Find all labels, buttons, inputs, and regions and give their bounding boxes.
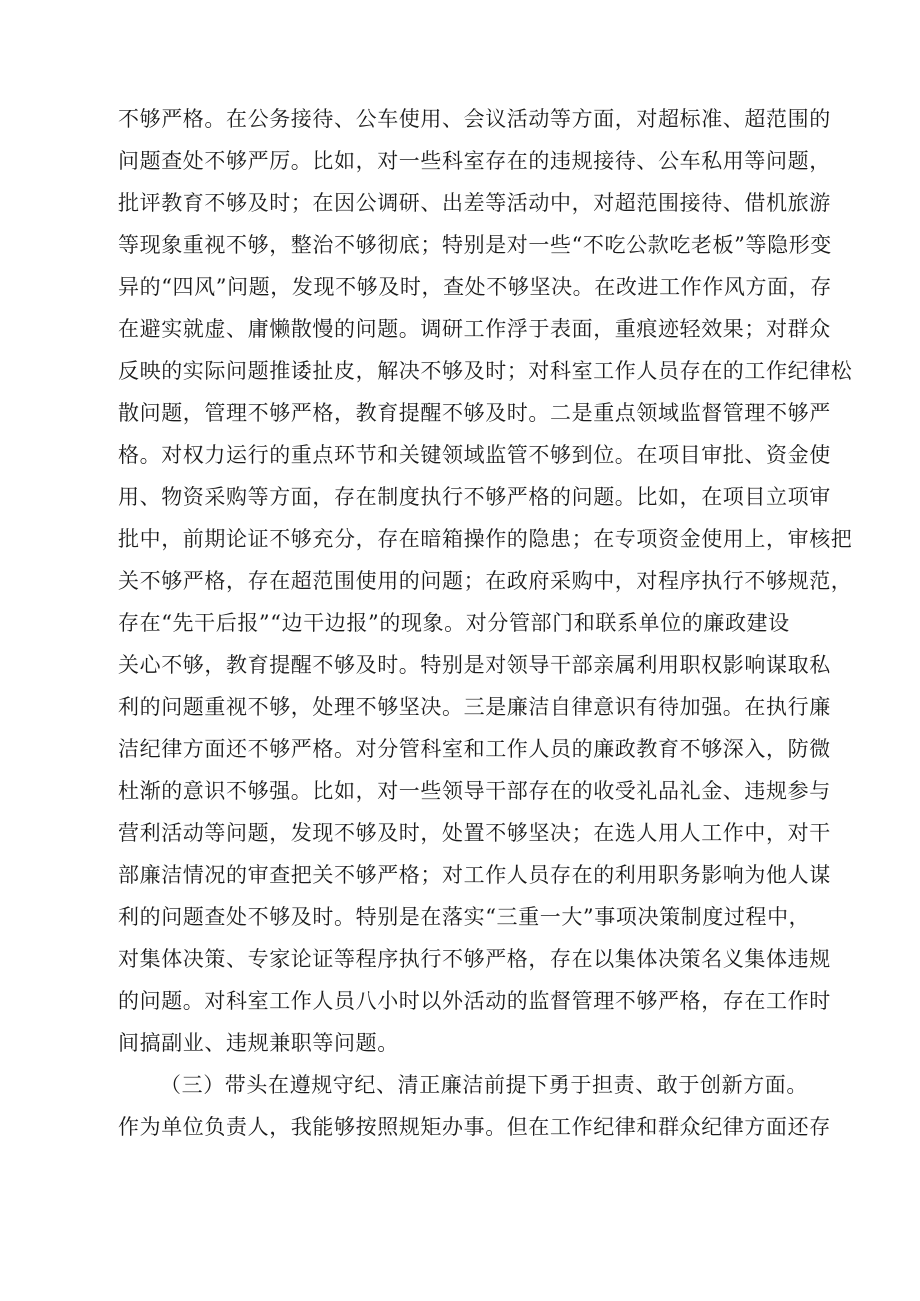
text-line: 杜渐的意识不够强。比如，对一些领导干部存在的收受礼品礼金、违规参与 bbox=[118, 779, 831, 803]
text-line: 对集体决策、专家论证等程序执行不够严格，存在以集体决策名义集体违规 bbox=[118, 947, 831, 971]
text-line: 部廉洁情况的审查把关不够严格；对工作人员存在的利用职务影响为他人谋 bbox=[118, 863, 831, 887]
text-line: 不够严格。在公务接待、公车使用、会议活动等方面，对超标准、超范围的 bbox=[118, 107, 831, 131]
text-line: 营利活动等问题，发现不够及时，处置不够坚决；在选人用人工作中，对干 bbox=[118, 821, 831, 845]
text-line: 间搞副业、违规兼职等问题。 bbox=[118, 1031, 399, 1055]
text-line: 问题查处不够严厉。比如，对一些科室存在的违规接待、公车私用等问题， bbox=[118, 149, 831, 173]
text-line: 存在“先干后报”“边干边报”的现象。对分管部门和联系单位的廉政建设 bbox=[118, 611, 790, 635]
text-line: 利的问题重视不够，处理不够坚决。三是廉洁自律意识有待加强。在执行廉 bbox=[118, 695, 831, 719]
text-line: 格。对权力运行的重点环节和关键领域监管不够到位。在项目审批、资金使 bbox=[118, 443, 831, 467]
text-line: 批评教育不够及时；在因公调研、出差等活动中，对超范围接待、借机旅游 bbox=[118, 191, 831, 215]
text-line: 在避实就虚、庸懒散慢的问题。调研工作浮于表面，重痕迹轻效果；对群众 bbox=[118, 317, 831, 341]
text-line: 洁纪律方面还不够严格。对分管科室和工作人员的廉政教育不够深入，防微 bbox=[118, 737, 831, 761]
text-line: 关不够严格，存在超范围使用的问题；在政府采购中，对程序执行不够规范， bbox=[118, 569, 853, 593]
text-line: 散问题，管理不够严格，教育提醒不够及时。二是重点领域监督管理不够严 bbox=[118, 401, 831, 425]
text-line: 异的“四风”问题，发现不够及时，查处不够坚决。在改进工作作风方面，存 bbox=[118, 275, 832, 299]
section-heading-paragraph: （三）带头在遵规守纪、清正廉洁前提下勇于担责、敢于创新方面。 bbox=[160, 1073, 808, 1097]
text-line: 作为单位负责人，我能够按照规矩办事。但在工作纪律和群众纪律方面还存 bbox=[118, 1115, 831, 1139]
text-line: 反映的实际问题推诿扯皮，解决不够及时；对科室工作人员存在的工作纪律松 bbox=[118, 359, 853, 383]
text-line: 等现象重视不够，整治不够彻底；特别是对一些“不吃公款吃老板”等隐形变 bbox=[118, 233, 832, 257]
text-line: 的问题。对科室工作人员八小时以外活动的监督管理不够严格，存在工作时 bbox=[118, 989, 831, 1013]
text-line: 批中，前期论证不够充分，存在暗箱操作的隐患；在专项资金使用上，审核把 bbox=[118, 527, 853, 551]
text-line: 用、物资采购等方面，存在制度执行不够严格的问题。比如，在项目立项审 bbox=[118, 485, 831, 509]
text-line: 关心不够，教育提醒不够及时。特别是对领导干部亲属利用职权影响谋取私 bbox=[118, 653, 831, 677]
text-line: 利的问题查处不够及时。特别是在落实“三重一大”事项决策制度过程中， bbox=[118, 905, 811, 929]
